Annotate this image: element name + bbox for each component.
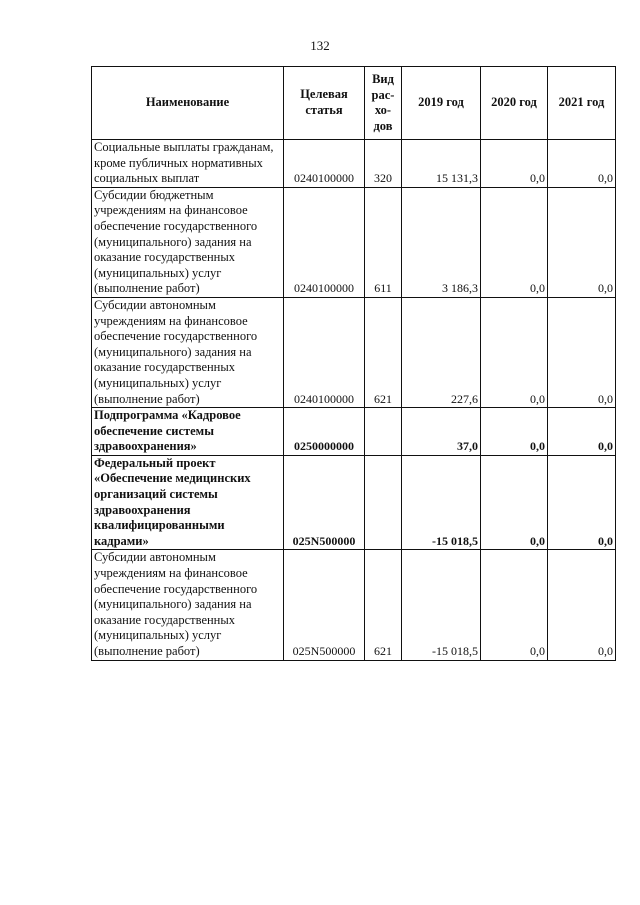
row-value-2019: 227,6 — [402, 297, 481, 407]
row-value-2021: 0,0 — [548, 187, 616, 297]
budget-table — [91, 66, 616, 661]
row-value-2020: 0,0 — [481, 408, 548, 456]
row-expense-type — [365, 408, 402, 456]
row-target-article: 025N500000 — [284, 550, 365, 660]
table-row — [92, 140, 616, 188]
row-name: Социальные выплаты гражданам, кроме публичных нормативных социальных выплат — [92, 140, 284, 188]
row-value-2021: 0,0 — [548, 408, 616, 456]
row-value-2019: -15 018,5 — [402, 455, 481, 550]
header-2019: 2019 год — [402, 67, 481, 140]
row-expense-type — [365, 455, 402, 550]
row-name: Субсидии автономным учреждениям на финансовое обеспечение государственного (муниципального) задания на оказание государственных (муниципальных) услуг (выполнение работ) — [92, 297, 284, 407]
row-name: Субсидии бюджетным учреждениям на финансовое обеспечение государственного (муниципального) задания на оказание государственных (муниципальных) услуг (выполнение работ) — [92, 187, 284, 297]
row-target-article: 0240100000 — [284, 297, 365, 407]
row-value-2019: 15 131,3 — [402, 140, 481, 188]
row-name: Федеральный проект «Обеспечение медицинских организаций системы здравоохранения квалифицированными кадрами» — [92, 455, 284, 550]
row-value-2020: 0,0 — [481, 297, 548, 407]
header-target-article-line2: статья — [305, 103, 343, 117]
header-target-article — [284, 67, 365, 140]
row-target-article: 025N500000 — [284, 455, 365, 550]
row-value-2021: 0,0 — [548, 140, 616, 188]
header-expense-type-line3: хо- — [374, 103, 392, 117]
row-target-article: 0250000000 — [284, 408, 365, 456]
row-value-2019: -15 018,5 — [402, 550, 481, 660]
header-2020: 2020 год — [481, 67, 548, 140]
row-value-2021: 0,0 — [548, 550, 616, 660]
row-expense-type: 320 — [365, 140, 402, 188]
page-number: 132 — [310, 38, 330, 53]
table-row-subprogram — [92, 408, 616, 456]
table-row — [92, 187, 616, 297]
header-expense-type — [365, 67, 402, 140]
row-value-2020: 0,0 — [481, 187, 548, 297]
row-expense-type: 611 — [365, 187, 402, 297]
row-value-2020: 0,0 — [481, 455, 548, 550]
row-value-2019: 37,0 — [402, 408, 481, 456]
row-target-article: 0240100000 — [284, 140, 365, 188]
header-2021: 2021 год — [548, 67, 616, 140]
row-expense-type: 621 — [365, 297, 402, 407]
table-row — [92, 297, 616, 407]
row-name: Подпрограмма «Кадровое обеспечение системы здравоохранения» — [92, 408, 284, 456]
header-expense-type-line4: дов — [373, 118, 393, 133]
row-value-2021: 0,0 — [548, 297, 616, 407]
row-target-article: 0240100000 — [284, 187, 365, 297]
header-name: Наименование — [92, 67, 284, 140]
row-value-2020: 0,0 — [481, 550, 548, 660]
row-value-2019: 3 186,3 — [402, 187, 481, 297]
table-header-row — [92, 67, 616, 140]
row-value-2020: 0,0 — [481, 140, 548, 188]
table-row — [92, 550, 616, 660]
row-name: Субсидии автономным учреждениям на финансовое обеспечение государственного (муниципального) задания на оказание государственных (муниципальных) услуг (выполнение работ) — [92, 550, 284, 660]
header-expense-type-line1: Вид — [372, 72, 394, 86]
table-row-federal-project — [92, 455, 616, 550]
header-target-article-line1: Целевая — [300, 87, 348, 102]
row-expense-type: 621 — [365, 550, 402, 660]
row-value-2021: 0,0 — [548, 455, 616, 550]
header-expense-type-line2: рас- — [371, 87, 395, 102]
